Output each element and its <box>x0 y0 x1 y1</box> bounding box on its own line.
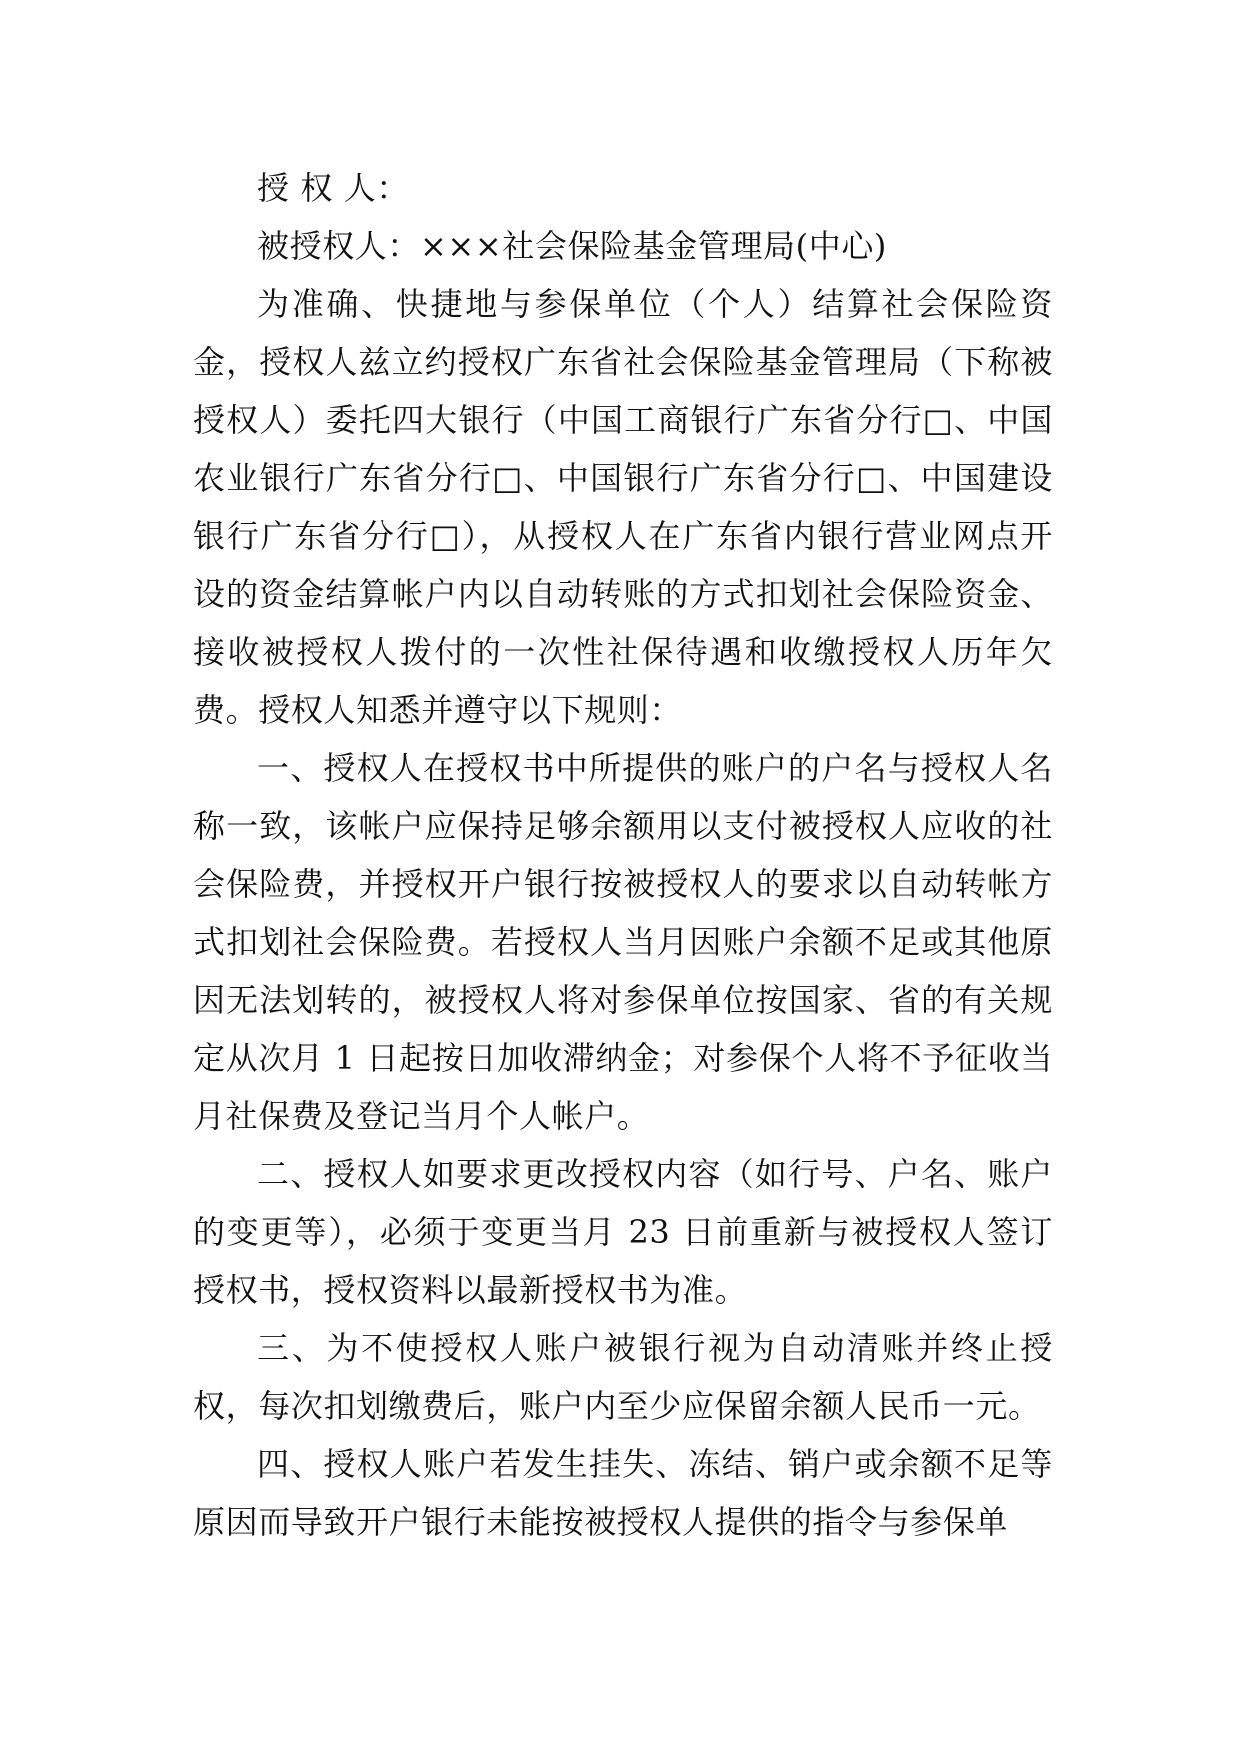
authorizer-line: 授 权 人： <box>257 169 409 207</box>
rule-paragraph-3: 三、为不使授权人账户被银行视为自动清账并终止授权，每次扣划缴费后，账户内至少应保留余额人民币一元。 <box>193 1329 1053 1425</box>
authorized-party-line: 被授权人：×××社会保险基金管理局(中心) <box>257 227 888 265</box>
rule-paragraph-1: 一、授权人在授权书中所提供的账户的户名与授权人名称一致，该帐户应保持足够余额用以支付被授权人应收的社会保险费，并授权开户银行按被授权人的要求以自动转帐方式扣划社会保险费。若授权人当月因账户余额不足或其他原因无法划转的，被授权人将对参保单位按国家、省的有关规定从次月 1 日起按日加收滞纳金；对参保个人将不予征收当月社保费及登记当月个人帐户。 <box>193 749 1053 1135</box>
intro-paragraph: 为准确、快捷地与参保单位（个人）结算社会保险资金，授权人兹立约授权广东省社会保险基金管理局（下称被授权人）委托四大银行（中国工商银行广东省分行□、中国农业银行广东省分行□、中国银行广东省分行□、中国建设银行广东省分行□），从授权人在广东省内银行营业网点开设的资金结算帐户内以自动转账的方式扣划社会保险资金、接收被授权人拨付的一次性社保待遇和收缴授权人历年欠费。授权人知悉并遵守以下规则： <box>193 285 1053 729</box>
rule-paragraph-4: 四、授权人账户若发生挂失、冻结、销户或余额不足等原因而导致开户银行未能按被授权人提供的指令与参保单 <box>193 1445 1053 1541</box>
rule-paragraph-2: 二、授权人如要求更改授权内容（如行号、户名、账户的变更等），必须于变更当月 23 日前重新与被授权人签订授权书，授权资料以最新授权书为准。 <box>193 1155 1053 1309</box>
document-body <box>193 159 1053 1551</box>
